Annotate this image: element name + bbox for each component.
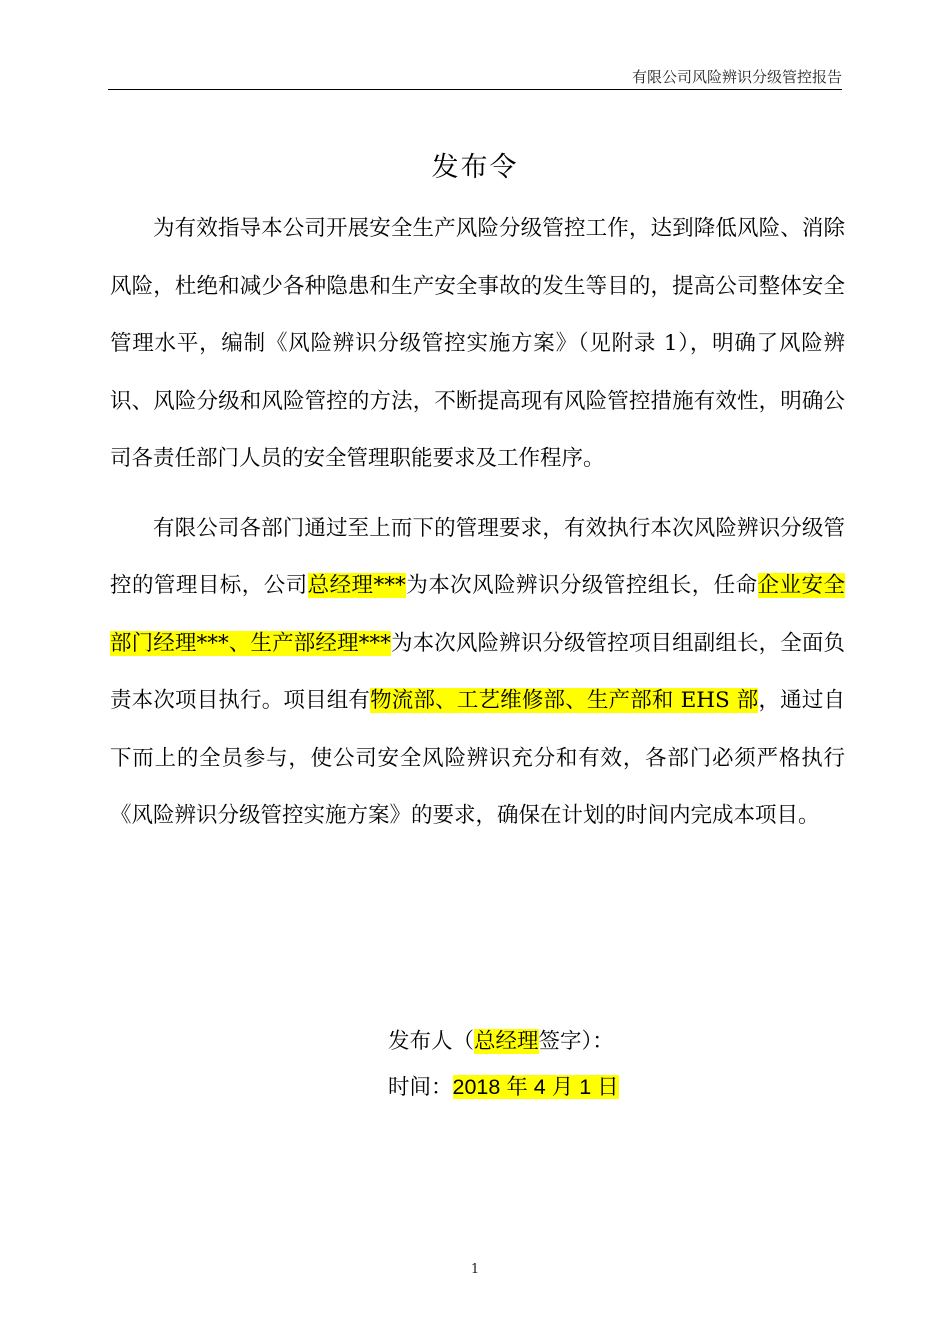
page-number: 1 [470, 1262, 480, 1277]
paragraph-intro: 为有效指导本公司开展安全生产风险分级管控工作，达到降低风险、消除风险，杜绝和减少各种隐患和生产安全事故的发生等目的，提高公司整体安全管理水平，编制《风险辨识分级管控实施方案》（见附录 1），明确了风险辨识、风险分级和风险管控的方法，不断提高现有风险管控措施有效性，明确公司各责任部门人员的安全管理职能要求及工作程序。 [110, 216, 845, 471]
paragraph-text-segment: 为本次风险辨识分级管控项目组副组长，全面负责本次项目执行。项目组有 [110, 630, 845, 713]
running-header: 有限公司风险辨识分级管控报告 [631, 68, 842, 86]
paragraph-organization [110, 500, 845, 845]
paragraph-text-segment: ，通过自下而上的全员参与，使公司安全风险辨识充分和有效，各部门必须严格执行《风险辨识分级管控实施方案》的要求，确保在计划的时间内完成本项目。 [110, 688, 845, 828]
header-rule [108, 89, 842, 90]
issuer-label: 发布人（ [388, 1029, 475, 1054]
issuer-signature-line [388, 1024, 614, 1055]
document-body [110, 200, 845, 845]
highlight-deputy-leaders: 企业安全部门经理***、生产部经理*** [110, 573, 845, 656]
paragraph-text-segment: 有限公司各部门通过至上而下的管理要求，有效执行本次风险辨识分级管控的管理目标，公司 [110, 515, 845, 598]
highlight-departments: 物流部、工艺维修部、生产部和 EHS 部 [370, 688, 759, 713]
document-title: 发布令 [431, 152, 519, 183]
issue-date-line [388, 1070, 619, 1101]
paragraph-text-segment: 为本次风险辨识分级管控组长，任命 [405, 573, 758, 598]
issuer-suffix: 签字）： [538, 1029, 614, 1054]
date-label: 时间： [388, 1075, 453, 1100]
issuer-highlight: 总经理 [474, 1029, 539, 1054]
date-value: 2018 年 4 月 1 日 [452, 1075, 619, 1099]
highlight-general-manager: 总经理*** [307, 573, 406, 598]
